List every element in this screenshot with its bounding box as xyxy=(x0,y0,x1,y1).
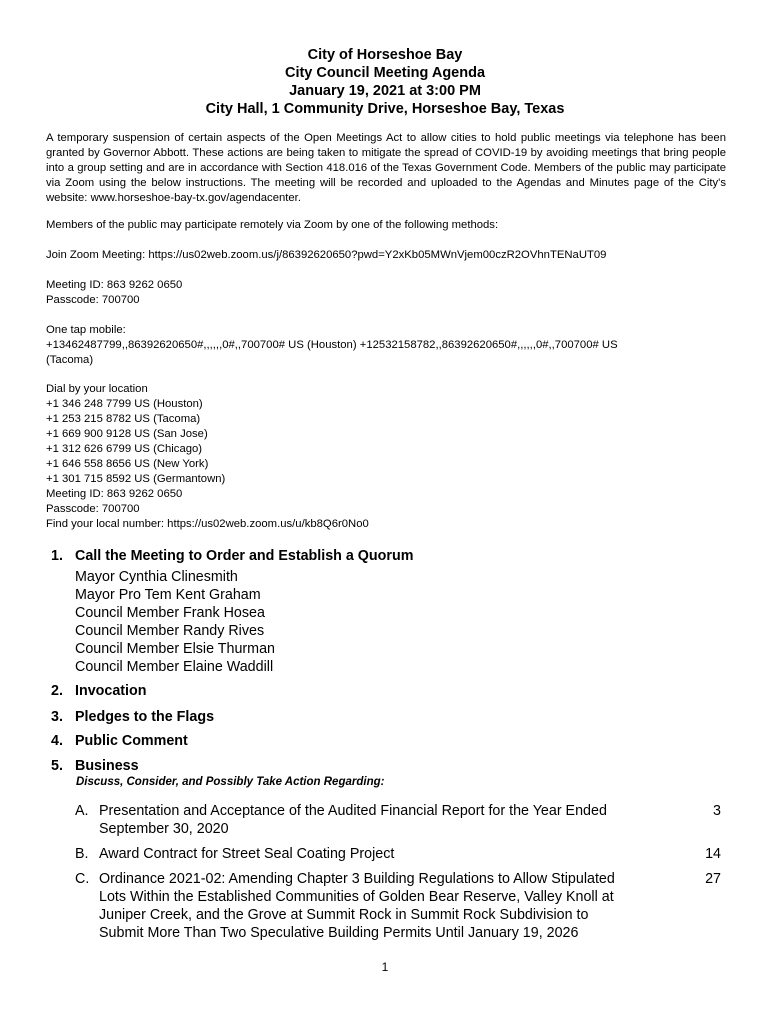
business-item-letter: B. xyxy=(75,846,89,862)
business-item-line: Submit More Than Two Speculative Building Permits Until January 19, 2026 xyxy=(99,925,579,941)
one-tap-line: (Tacoma) xyxy=(46,354,94,366)
agenda-item-label: Invocation xyxy=(75,683,147,699)
business-item-line: Award Contract for Street Seal Coating Project xyxy=(99,846,395,862)
dial-number: +1 669 900 9128 US (San Jose) xyxy=(46,428,208,440)
one-tap-mobile xyxy=(46,323,736,368)
header-city: City of Horseshoe Bay xyxy=(307,47,463,63)
business-item-line: Presentation and Acceptance of the Audited Financial Report for the Year Ended xyxy=(99,803,607,819)
agenda-header xyxy=(0,46,770,118)
dial-number: +1 346 248 7799 US (Houston) xyxy=(46,398,203,410)
council-member: Council Member Elaine Waddill xyxy=(75,659,274,675)
header-title: City Council Meeting Agenda xyxy=(284,65,486,81)
business-item-line: Juniper Creek, and the Grove at Summit Rock in Summit Rock Subdivision to xyxy=(99,907,589,923)
header-date: January 19, 2021 at 3:00 PM xyxy=(289,83,481,99)
zoom-methods-intro: Members of the public may participate remotely via Zoom by one of the following methods: xyxy=(46,219,499,231)
business-item-text xyxy=(99,870,659,942)
find-local-number: Find your local number: https://us02web.zoom.us/u/kb8Q6r0No0 xyxy=(46,518,369,530)
business-item-page: 14 xyxy=(705,846,721,862)
business-item-text xyxy=(99,845,659,863)
council-member: Council Member Randy Rives xyxy=(75,623,265,639)
agenda-item-number: 4. xyxy=(51,733,63,749)
one-tap-line: +13462487799,,86392620650#,,,,,,0#,,700700# US (Houston) +12532158782,,86392620650#,,,,,,0#,,700700# US xyxy=(46,339,618,351)
agenda-item-number: 1. xyxy=(51,548,63,564)
agenda-item-label: Business xyxy=(75,758,139,774)
agenda-item-label: Pledges to the Flags xyxy=(75,709,215,725)
business-item-letter: A. xyxy=(75,803,89,819)
business-item-line: September 30, 2020 xyxy=(99,821,229,837)
agenda-item-label: Public Comment xyxy=(75,733,188,749)
council-member: Council Member Frank Hosea xyxy=(75,605,265,621)
passcode: Passcode: 700700 xyxy=(46,503,140,515)
meeting-id: Meeting ID: 863 9262 0650 xyxy=(46,279,183,291)
agenda-item-number: 2. xyxy=(51,683,63,699)
business-item-page: 3 xyxy=(713,803,721,819)
agenda-item-label: Call the Meeting to Order and Establish a Quorum xyxy=(75,548,414,564)
agenda-item-number: 3. xyxy=(51,709,63,725)
one-tap-label: One tap mobile: xyxy=(46,324,126,336)
dial-by-location xyxy=(46,382,736,532)
dial-number: +1 301 715 8592 US (Germantown) xyxy=(46,473,226,485)
dial-number: +1 646 558 8656 US (New York) xyxy=(46,458,209,470)
council-member: Mayor Cynthia Clinesmith xyxy=(75,569,238,585)
business-subheading: Discuss, Consider, and Possibly Take Action Regarding: xyxy=(76,776,385,788)
intro-paragraph: A temporary suspension of certain aspects of the Open Meetings Act to allow cities to hold public meetings via telephone has been granted by Governor Abbott. These actions are being taken to mitigate the spread of COVID-19 by avoiding meetings that bring people into a group setting and are in accordance with Section 418.016 of the Texas Government Code. Members of the public may participate via Zoom using the below instructions. The meeting will be recorded and uploaded to the Agendas and Minutes page of the City's website: www.horseshoe-bay-tx.gov/agendacenter. xyxy=(46,132,726,204)
business-item-line: Ordinance 2021-02: Amending Chapter 3 Building Regulations to Allow Stipulated xyxy=(99,871,615,887)
business-item-letter: C. xyxy=(75,871,90,887)
header-location: City Hall, 1 Community Drive, Horseshoe Bay, Texas xyxy=(205,101,565,117)
business-item-page: 27 xyxy=(705,871,721,887)
council-member: Council Member Elsie Thurman xyxy=(75,641,275,657)
business-item-line: Lots Within the Established Communities of Golden Bear Reserve, Valley Knoll at xyxy=(99,889,614,905)
business-item-text xyxy=(99,802,659,838)
page-number: 1 xyxy=(381,960,389,974)
dial-label: Dial by your location xyxy=(46,383,148,395)
dial-number: +1 253 215 8782 US (Tacoma) xyxy=(46,413,201,425)
zoom-join-link[interactable]: Join Zoom Meeting: https://us02web.zoom.us/j/86392620650?pwd=Y2xKb05MWnVjem00czR2OVhnTENaUT09 xyxy=(46,249,607,261)
meeting-id: Meeting ID: 863 9262 0650 xyxy=(46,488,183,500)
agenda-item-number: 5. xyxy=(51,758,63,774)
dial-number: +1 312 626 6799 US (Chicago) xyxy=(46,443,203,455)
passcode: Passcode: 700700 xyxy=(46,294,140,306)
council-member: Mayor Pro Tem Kent Graham xyxy=(75,587,261,603)
meeting-info xyxy=(46,278,736,308)
